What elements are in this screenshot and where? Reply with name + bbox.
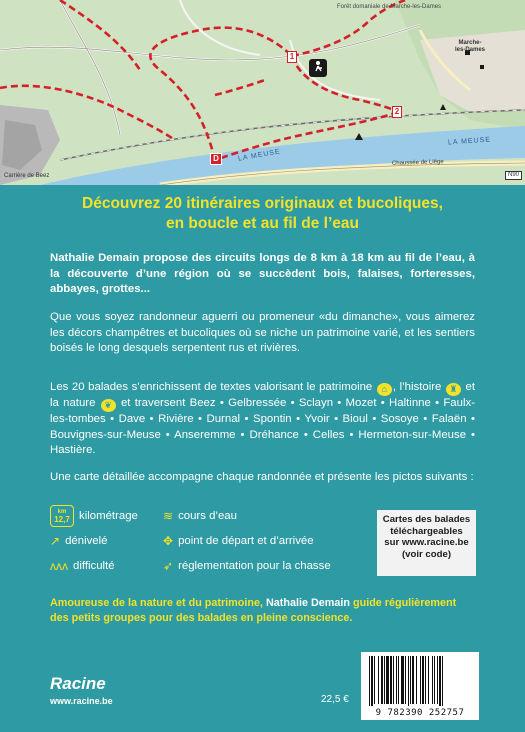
waypoint-marker-1: 1 xyxy=(287,51,297,63)
audience-paragraph: Que vous soyez randonneur aguerri ou promeneur «du dimanche», vous aimerez les décors champêtres et bucoliques où se niche un patrimoine varié, et les sentiers boisés le long desquels serpentent rus et rivières. xyxy=(50,311,475,354)
barcode-bar xyxy=(412,656,414,704)
barcode-bar xyxy=(428,656,429,704)
map-label-road: Chaussée de Liège xyxy=(391,159,444,167)
barcode-bar xyxy=(437,656,438,704)
barcode-bar xyxy=(410,656,411,704)
legend-item-start-point xyxy=(163,534,314,548)
barcode-bar xyxy=(384,656,385,704)
publisher-brand xyxy=(50,674,113,708)
barcode-bar xyxy=(422,656,424,704)
intro-paragraph: Nathalie Demain propose des circuits longs de 8 km à 18 km au fil de l’eau, à la découverte d’une région où se succèdent bois, falaises, forteresses, abbayes, grottes... xyxy=(50,252,475,295)
water-icon: ≋ xyxy=(163,509,174,523)
barcode-bar xyxy=(374,656,375,704)
barcode-bar xyxy=(434,656,435,704)
download-line: Cartes des balades xyxy=(382,514,471,525)
barcode-bar xyxy=(439,656,441,706)
pictogram-legend xyxy=(50,505,380,580)
download-info-box xyxy=(377,510,476,576)
legend-item-distance xyxy=(50,505,138,527)
download-line: téléchargeables xyxy=(390,525,463,537)
barcode-bar xyxy=(416,656,417,704)
legend-label: difficulté xyxy=(73,560,115,572)
villages-paragraph xyxy=(50,380,475,459)
map-label-quarry: Carrière de Beez xyxy=(4,173,50,179)
barcode-bar xyxy=(378,656,379,704)
villages-text-3: et la nature xyxy=(50,381,475,409)
barcode-bar xyxy=(386,656,389,704)
barcode xyxy=(361,652,479,720)
history-icon: ♜ xyxy=(446,383,461,396)
elevation-icon: ↗ xyxy=(50,534,61,548)
barcode-bar xyxy=(371,656,373,706)
barcode-bar xyxy=(381,656,383,704)
barcode-bar xyxy=(393,656,394,704)
map-label-n90: N90 xyxy=(505,171,522,180)
barcode-bar xyxy=(432,656,433,704)
distance-icon-value: 12,7 xyxy=(54,515,70,524)
legend-item-water xyxy=(163,509,237,523)
map-label-river: LA MEUSE xyxy=(237,148,282,163)
barcode-bar xyxy=(398,656,399,704)
barcode-bar xyxy=(425,656,426,704)
barcode-bar xyxy=(408,656,409,706)
villages-text-2: , l’histoire xyxy=(392,381,442,393)
barcode-bar xyxy=(390,656,392,704)
map-label-river: LA MEUSE xyxy=(447,136,492,147)
headline-line-1: Découvrez 20 itinéraires originaux et bucoliques, xyxy=(82,195,443,212)
author-name: Nathalie Demain xyxy=(265,597,350,609)
legend-label: dénivelé xyxy=(65,535,108,547)
barcode-bar xyxy=(405,656,406,704)
isbn-number: 9 782390 252757 xyxy=(375,708,465,718)
map-label-forest: Forêt domaniale de Marche-les-Dames xyxy=(337,4,442,10)
difficulty-icon: ᴧᴧᴧ xyxy=(50,559,68,573)
hiker-icon xyxy=(309,59,327,77)
publisher-logo: Racine xyxy=(50,674,106,693)
waypoint-marker-2: 2 xyxy=(392,106,402,118)
start-point-icon: ✥ xyxy=(163,534,174,548)
start-marker: D xyxy=(210,153,222,165)
barcode-bar xyxy=(369,656,370,706)
legend-label: cours d’eau xyxy=(178,510,237,522)
barcode-bar xyxy=(396,656,397,704)
barcode-bars xyxy=(367,656,473,706)
barcode-bar xyxy=(420,656,421,704)
download-line: sur www.racine.be xyxy=(384,537,469,549)
headline xyxy=(20,194,505,234)
price: 22,5 € xyxy=(321,694,349,705)
distance-icon-unit: km xyxy=(57,509,67,515)
bio-text-2: guide régulièrement des petits groupes pour des balades en pleine conscience. xyxy=(50,597,457,624)
legend-item-difficulty xyxy=(50,559,115,573)
villages-text-1: Les 20 balades s’enrichissent de textes valorisant le patrimoine xyxy=(50,381,373,393)
hunting-icon: ➶ xyxy=(163,559,174,573)
download-line: (voir code) xyxy=(401,548,452,560)
route-map xyxy=(0,0,525,185)
legend-label: point de départ et d’arrivée xyxy=(178,535,314,547)
publisher-url: www.racine.be xyxy=(50,696,113,706)
heritage-icon: ⌂ xyxy=(377,383,392,396)
distance-icon xyxy=(50,505,74,527)
author-bio xyxy=(50,596,475,626)
legend-label: réglementation pour la chasse xyxy=(178,560,331,572)
barcode-bar xyxy=(442,656,443,706)
barcode-bar xyxy=(401,656,404,704)
map-label-village: Marche- les-Dames xyxy=(455,40,486,54)
legend-intro-paragraph: Une carte détaillée accompagne chaque randonnée et présente les pictos suivants : xyxy=(50,471,474,483)
headline-line-2: en boucle et au fil de l’eau xyxy=(166,215,359,232)
villages-text-4: et traversent Beez • Gelbressée • Sclayn • Mozet • Haltinne • Faulx-les-tombes • Dave • Rivière • Durnal • Spontin • Yvoir • Bioul • Sosoye • Falaën • Bouvignes-sur-Meuse • Anseremme • Dréhance • Celles • Hermeton-sur-Meuse • Hastière. xyxy=(50,397,475,456)
legend-label: kilométrage xyxy=(79,510,138,522)
legend-item-hunting xyxy=(163,559,331,573)
bio-text-1: Amoureuse de la nature et du patrimoine, xyxy=(50,597,263,609)
nature-icon: ❦ xyxy=(101,399,116,412)
legend-item-elevation xyxy=(50,534,108,548)
